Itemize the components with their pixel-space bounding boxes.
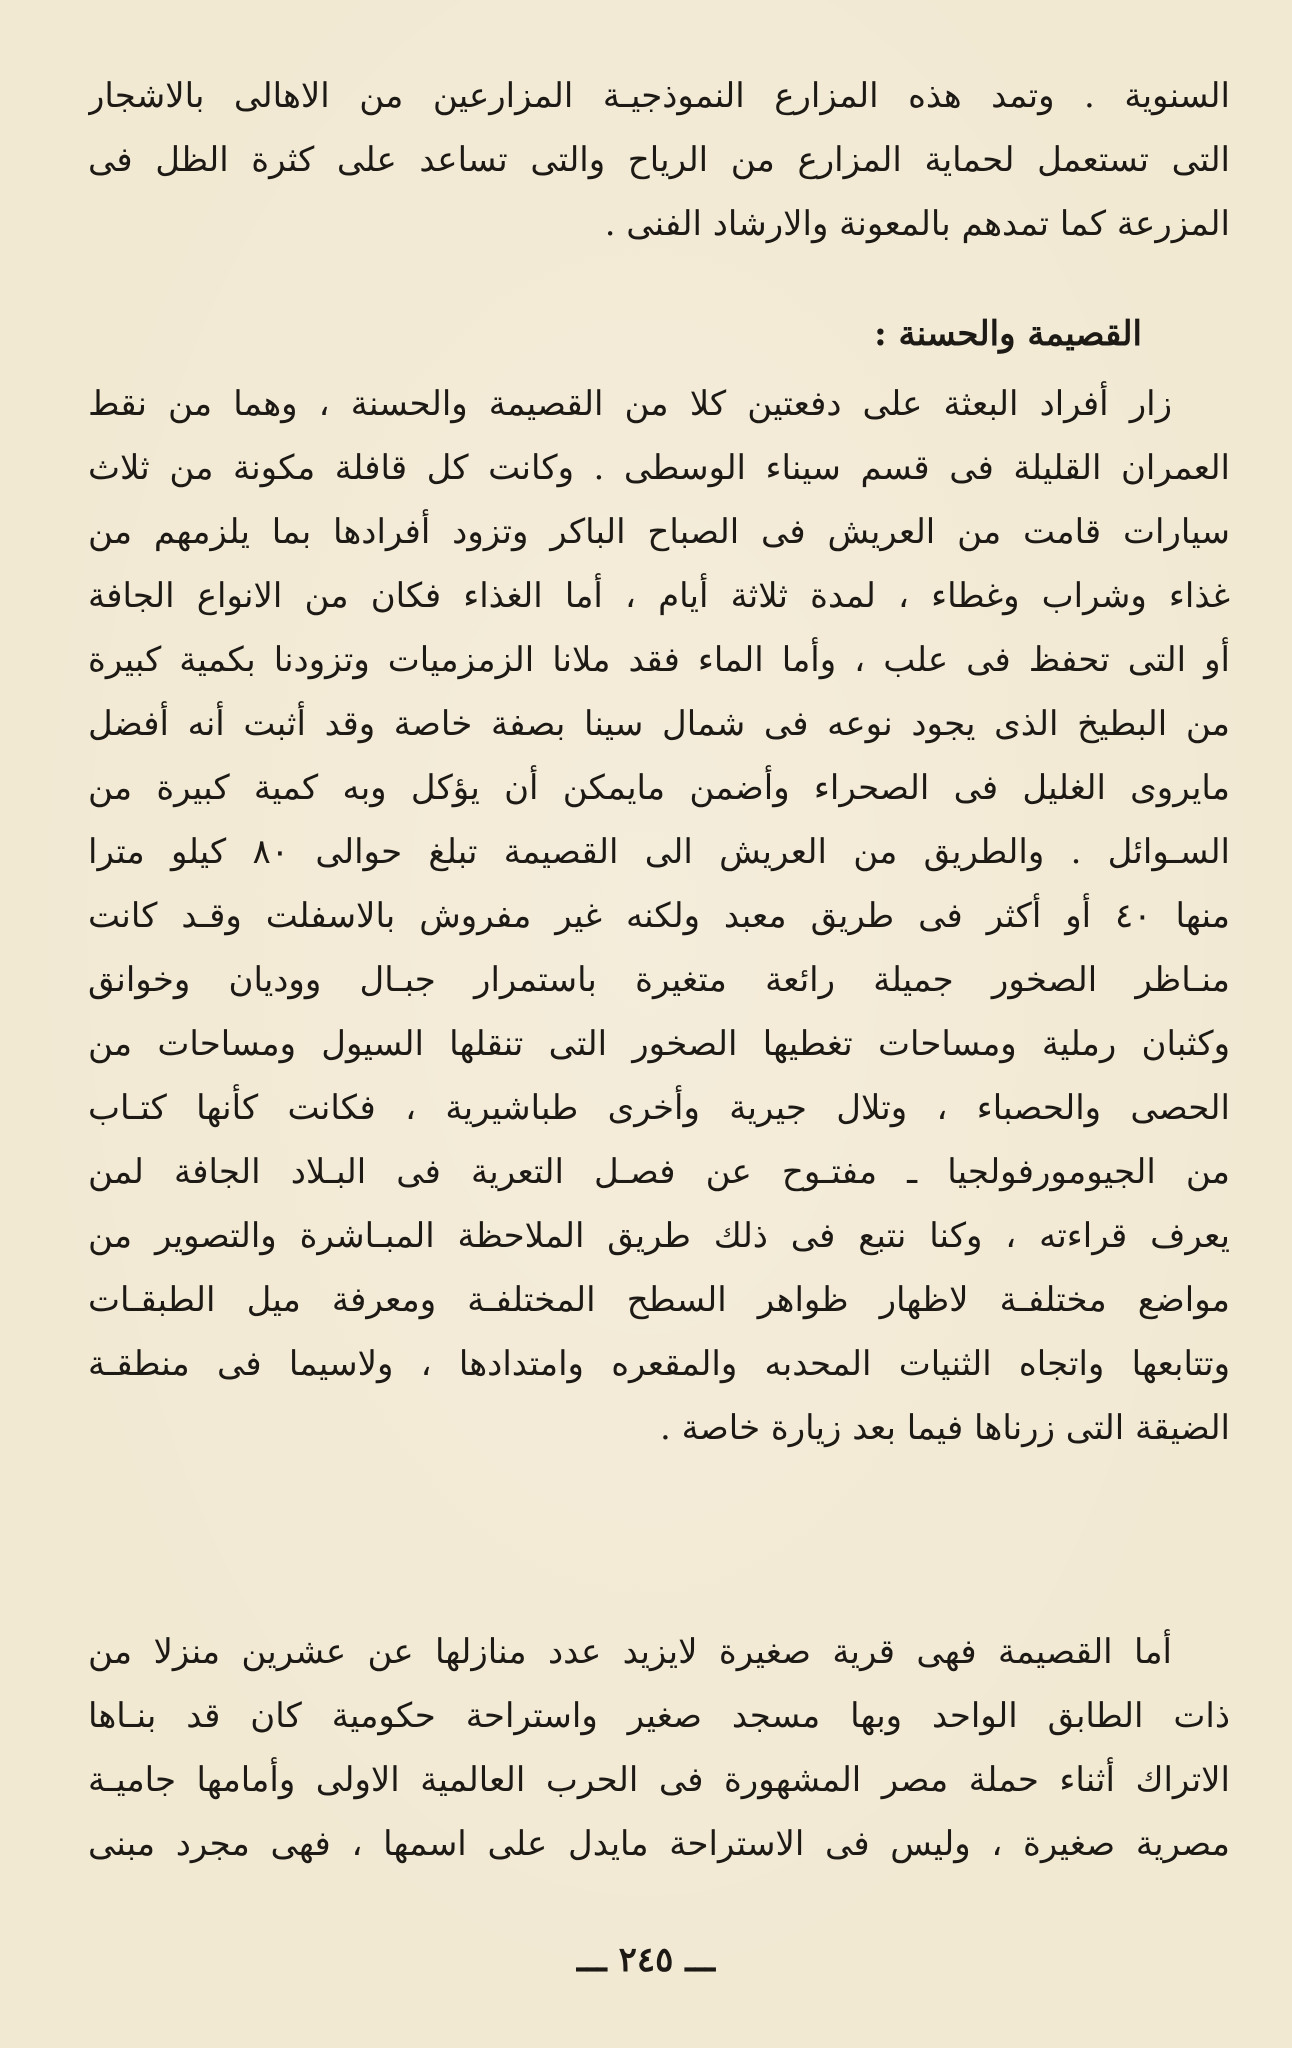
text-line: من البطيخ الذى يجود نوعه فى شمال سينا بصفة خاصة وقد أثبت أنه أفضل	[88, 704, 1230, 744]
text-line: زار أفراد البعثة على دفعتين كلا من القصيمة والحسنة ، وهما من نقط	[88, 384, 1172, 424]
text-line: السـوائل . والطريق من العريش الى القصيمة تبلغ حوالى ٨٠ كيلو مترا	[88, 832, 1230, 872]
text-line: العمران القليلة فى قسم سيناء الوسطى . وكانت كل قافلة مكونة من ثلاث	[88, 448, 1230, 488]
text-line: الضيقة التى زرناها فيما بعد زيارة خاصة .	[660, 1408, 1230, 1448]
text-line: أو التى تحفظ فى علب ، وأما الماء فقد ملانا الزمزميات وتزودنا بكمية كبيرة	[88, 640, 1230, 680]
text-line: التى تستعمل لحماية المزارع من الرياح والتى تساعد على كثرة الظل فى	[88, 140, 1230, 180]
text-line: يعرف قراءته ، وكنا نتبع فى ذلك طريق الملاحظة المبـاشرة والتصوير من	[88, 1216, 1230, 1256]
text-line: الحصى والحصباء ، وتلال جيرية وأخرى طباشيرية ، فكانت كأنها كتـاب	[88, 1088, 1230, 1128]
text-line: غذاء وشراب وغطاء ، لمدة ثلاثة أيام ، أما الغذاء فكان من الانواع الجافة	[88, 576, 1230, 616]
text-line: مايروى الغليل فى الصحراء وأضمن مايمكن أن يؤكل وبه كمية كبيرة من	[88, 768, 1230, 808]
paragraph-2	[88, 372, 1230, 1460]
text-line: أما القصيمة فهى قرية صغيرة لايزيد عدد منازلها عن عشرين منزلا من	[88, 1632, 1172, 1672]
paragraph-1	[88, 64, 1230, 256]
text-line: من الجيومورفولجيا ـ مفتـوح عن فصـل التعرية فى البـلاد الجافة لمن	[88, 1152, 1230, 1192]
text-line: مصرية صغيرة ، وليس فى الاستراحة مايدل على اسمها ، فهى مجرد مبنى	[88, 1824, 1230, 1864]
text-line: الاتراك أثناء حملة مصر المشهورة فى الحرب العالمية الاولى وأمامها جاميـة	[88, 1760, 1230, 1800]
section-heading: القصيمة والحسنة :	[874, 314, 1142, 354]
text-line: منـاظر الصخور جميلة رائعة متغيرة باستمرار جبـال ووديان وخوانق	[88, 960, 1230, 1000]
paragraph-3	[88, 1620, 1230, 1876]
text-line: ذات الطابق الواحد وبها مسجد صغير واستراحة حكومية كان قد بنـاها	[88, 1696, 1230, 1736]
text-line: منها ٤٠ أو أكثر فى طريق معبد ولكنه غير مفروش بالاسفلت وقـد كانت	[88, 896, 1230, 936]
text-line: وكثبان رملية ومساحات تغطيها الصخور التى تنقلها السيول ومساحات من	[88, 1024, 1230, 1064]
text-line: سيارات قامت من العريش فى الصباح الباكر وتزود أفرادها بما يلزمهم من	[88, 512, 1230, 552]
text-line: وتتابعها واتجاه الثنيات المحدبه والمقعره وامتدادها ، ولاسيما فى منطقـة	[88, 1344, 1230, 1384]
text-line: مواضع مختلفـة لاظهار ظواهر السطح المختلفـة ومعرفة ميل الطبقـات	[88, 1280, 1230, 1320]
text-line: المزرعة كما تمدهم بالمعونة والارشاد الفنى .	[604, 204, 1230, 244]
page-number: ـــ ٢٤٥ ـــ	[576, 1940, 716, 1980]
text-line: السنوية . وتمد هذه المزارع النموذجيـة المزارعين من الاهالى بالاشجار	[88, 76, 1230, 116]
